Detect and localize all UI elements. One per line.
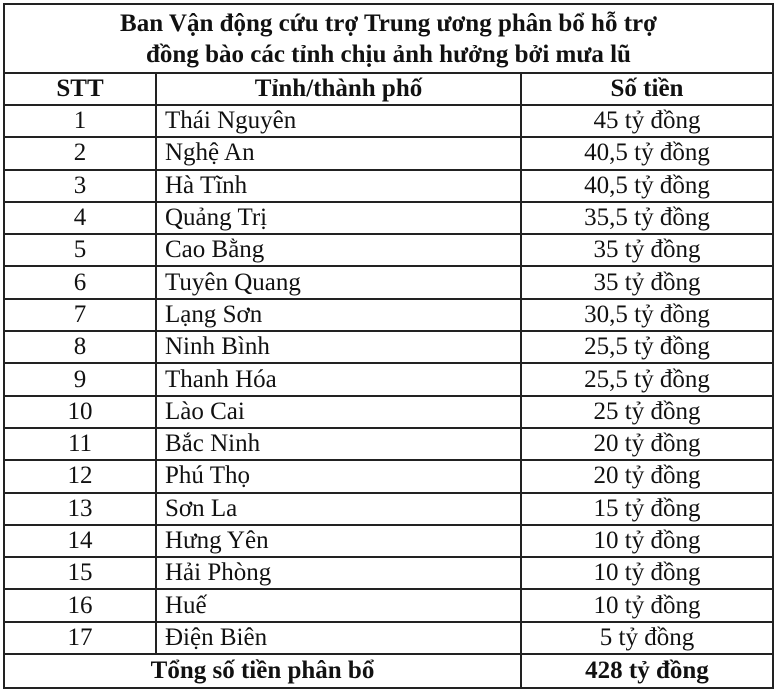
row-province: Lào Cai — [156, 396, 521, 428]
row-province: Quảng Trị — [156, 202, 521, 234]
table-title — [4, 4, 773, 73]
row-stt: 1 — [4, 105, 156, 137]
row-amount: 10 tỷ đồng — [521, 525, 773, 557]
row-province: Phú Thọ — [156, 460, 521, 492]
row-stt: 14 — [4, 525, 156, 557]
row-amount: 25 tỷ đồng — [521, 396, 773, 428]
title-line-1: Ban Vận động cứu trợ Trung ương phân bổ hỗ trợ — [120, 10, 657, 37]
table-row — [4, 428, 773, 460]
table-row — [4, 557, 773, 589]
row-stt: 12 — [4, 460, 156, 492]
row-amount: 35 tỷ đồng — [521, 234, 773, 266]
row-amount: 25,5 tỷ đồng — [521, 363, 773, 395]
allocation-table — [3, 3, 774, 689]
row-stt: 9 — [4, 363, 156, 395]
row-amount: 10 tỷ đồng — [521, 589, 773, 621]
row-amount: 20 tỷ đồng — [521, 428, 773, 460]
table-row — [4, 105, 773, 137]
header-row — [4, 73, 773, 105]
table-row — [4, 234, 773, 266]
row-province: Ninh Bình — [156, 331, 521, 363]
row-stt: 5 — [4, 234, 156, 266]
row-amount: 5 tỷ đồng — [521, 622, 773, 654]
row-province: Bắc Ninh — [156, 428, 521, 460]
row-province: Tuyên Quang — [156, 266, 521, 298]
table-row — [4, 331, 773, 363]
row-province: Cao Bằng — [156, 234, 521, 266]
row-amount: 25,5 tỷ đồng — [521, 331, 773, 363]
row-stt: 16 — [4, 589, 156, 621]
header-province: Tỉnh/thành phố — [156, 73, 521, 105]
row-province: Sơn La — [156, 493, 521, 525]
row-amount: 10 tỷ đồng — [521, 557, 773, 589]
header-amount: Số tiền — [521, 73, 773, 105]
table-body — [4, 105, 773, 654]
table-row — [4, 137, 773, 169]
table-row — [4, 396, 773, 428]
title-row — [4, 4, 773, 73]
row-amount: 40,5 tỷ đồng — [521, 137, 773, 169]
row-province: Lạng Sơn — [156, 299, 521, 331]
table-row — [4, 460, 773, 492]
row-stt: 6 — [4, 266, 156, 298]
total-amount: 428 tỷ đồng — [521, 654, 773, 688]
total-label: Tổng số tiền phân bổ — [4, 654, 521, 688]
row-amount: 30,5 tỷ đồng — [521, 299, 773, 331]
row-province: Hải Phòng — [156, 557, 521, 589]
table-row — [4, 589, 773, 621]
row-province: Điện Biên — [156, 622, 521, 654]
table-row — [4, 363, 773, 395]
table-row — [4, 525, 773, 557]
row-stt: 15 — [4, 557, 156, 589]
total-row — [4, 654, 773, 688]
row-amount: 35 tỷ đồng — [521, 266, 773, 298]
table-row — [4, 170, 773, 202]
row-stt: 13 — [4, 493, 156, 525]
row-stt: 3 — [4, 170, 156, 202]
table-row — [4, 266, 773, 298]
row-province: Hưng Yên — [156, 525, 521, 557]
row-province: Nghệ An — [156, 137, 521, 169]
row-province: Hà Tĩnh — [156, 170, 521, 202]
row-stt: 10 — [4, 396, 156, 428]
title-line-2: đồng bào các tỉnh chịu ảnh hưởng bởi mưa lũ — [146, 41, 631, 68]
row-province: Huế — [156, 589, 521, 621]
row-amount: 45 tỷ đồng — [521, 105, 773, 137]
row-stt: 4 — [4, 202, 156, 234]
table-row — [4, 202, 773, 234]
table-row — [4, 622, 773, 654]
row-stt: 2 — [4, 137, 156, 169]
row-stt: 17 — [4, 622, 156, 654]
row-stt: 11 — [4, 428, 156, 460]
table-row — [4, 299, 773, 331]
row-province: Thanh Hóa — [156, 363, 521, 395]
row-stt: 8 — [4, 331, 156, 363]
row-amount: 35,5 tỷ đồng — [521, 202, 773, 234]
row-amount: 40,5 tỷ đồng — [521, 170, 773, 202]
row-amount: 20 tỷ đồng — [521, 460, 773, 492]
table-row — [4, 493, 773, 525]
header-stt: STT — [4, 73, 156, 105]
row-stt: 7 — [4, 299, 156, 331]
row-amount: 15 tỷ đồng — [521, 493, 773, 525]
row-province: Thái Nguyên — [156, 105, 521, 137]
